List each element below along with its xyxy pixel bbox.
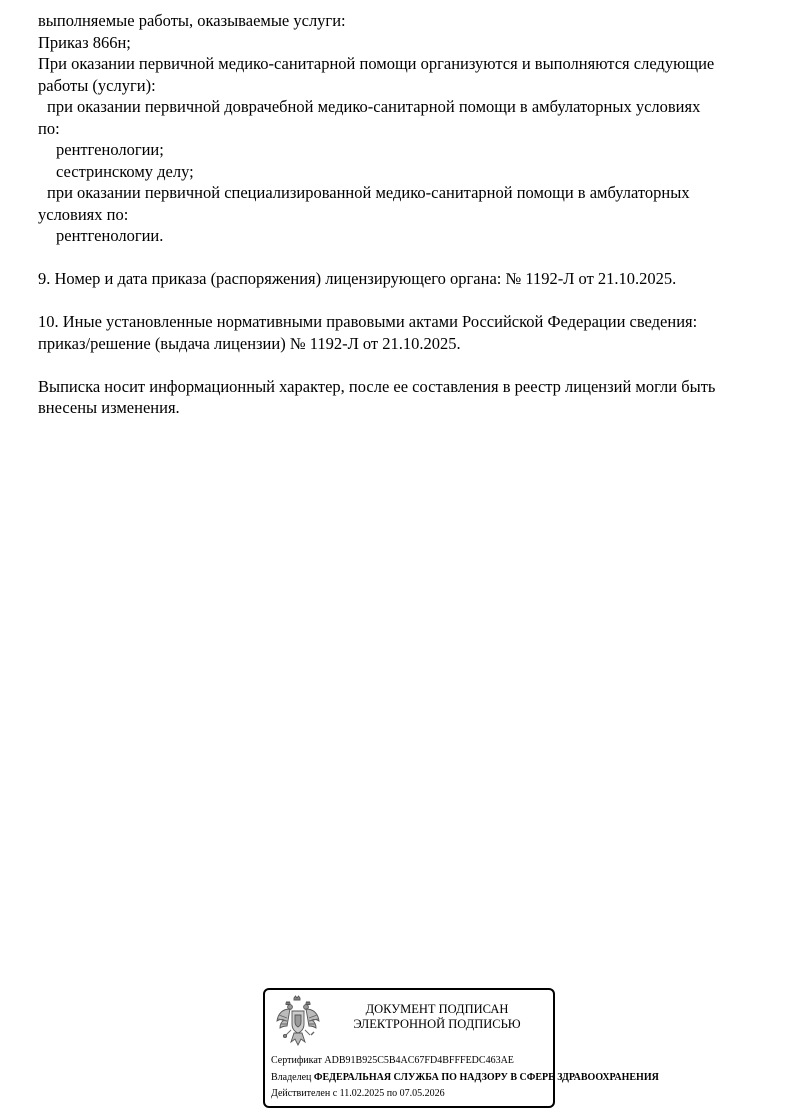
text-line: при оказании первичной специализированной медико-санитарной помощи в амбулаторных — [47, 183, 690, 202]
notice-line-2: внесены изменения. — [38, 398, 180, 417]
validity-row: Действителен с 11.02.2025 по 07.05.2026 — [271, 1088, 445, 1099]
certificate-row — [271, 1054, 514, 1067]
stamp-title — [327, 1002, 547, 1032]
list-item: рентгенологии. — [56, 226, 164, 245]
certificate-label: Сертификат — [271, 1055, 322, 1066]
item-10-line-1: 10. Иные установленные нормативными правовыми актами Российской Федерации сведения: — [38, 312, 698, 331]
item-9-order-number: 9. Номер и дата приказа (распоряжения) лицензирующего органа: № 1192-Л от 21.10.2025. — [38, 269, 677, 288]
owner-value: ФЕДЕРАЛЬНАЯ СЛУЖБА ПО НАДЗОРУ В СФЕРЕ ЗДРАВООХРАНЕНИЯ — [313, 1072, 659, 1083]
paragraph-gap — [38, 290, 778, 312]
text-line: по: — [38, 118, 60, 138]
paragraph-gap — [38, 354, 778, 376]
list-item: рентгенологии; — [56, 140, 164, 159]
document-body — [38, 10, 778, 419]
owner-row — [271, 1071, 659, 1084]
text-line: При оказании первичной медико-санитарной помощи организуются и выполняются следующие — [38, 54, 715, 73]
electronic-signature-stamp — [263, 988, 659, 1108]
text-line: условиях по: — [38, 204, 129, 224]
text-line: работы (услуги): — [38, 75, 156, 95]
text-line: Приказ 866н; — [38, 32, 131, 52]
text-line: выполняемые работы, оказываемые услуги: — [38, 11, 346, 30]
double-headed-eagle-emblem — [275, 995, 321, 1049]
stamp-title-line-2: ЭЛЕКТРОННОЙ ПОДПИСЬЮ — [353, 1017, 521, 1031]
stamp-title-line-1: ДОКУМЕНТ ПОДПИСАН — [365, 1002, 509, 1016]
text-line: при оказании первичной доврачебной медико-санитарной помощи в амбулаторных условиях — [47, 97, 701, 116]
list-item: сестринскому делу; — [56, 161, 194, 181]
item-10-line-2: приказ/решение (выдача лицензии) № 1192-Л от 21.10.2025. — [38, 333, 461, 353]
owner-label: Владелец — [271, 1072, 312, 1083]
notice-line-1: Выписка носит информационный характер, после ее составления в реестр лицензий могли быть — [38, 376, 716, 396]
paragraph-gap — [38, 247, 778, 269]
certificate-value: ADB91B925C5B4AC67FD4BFFFEDC463AE — [324, 1055, 514, 1066]
